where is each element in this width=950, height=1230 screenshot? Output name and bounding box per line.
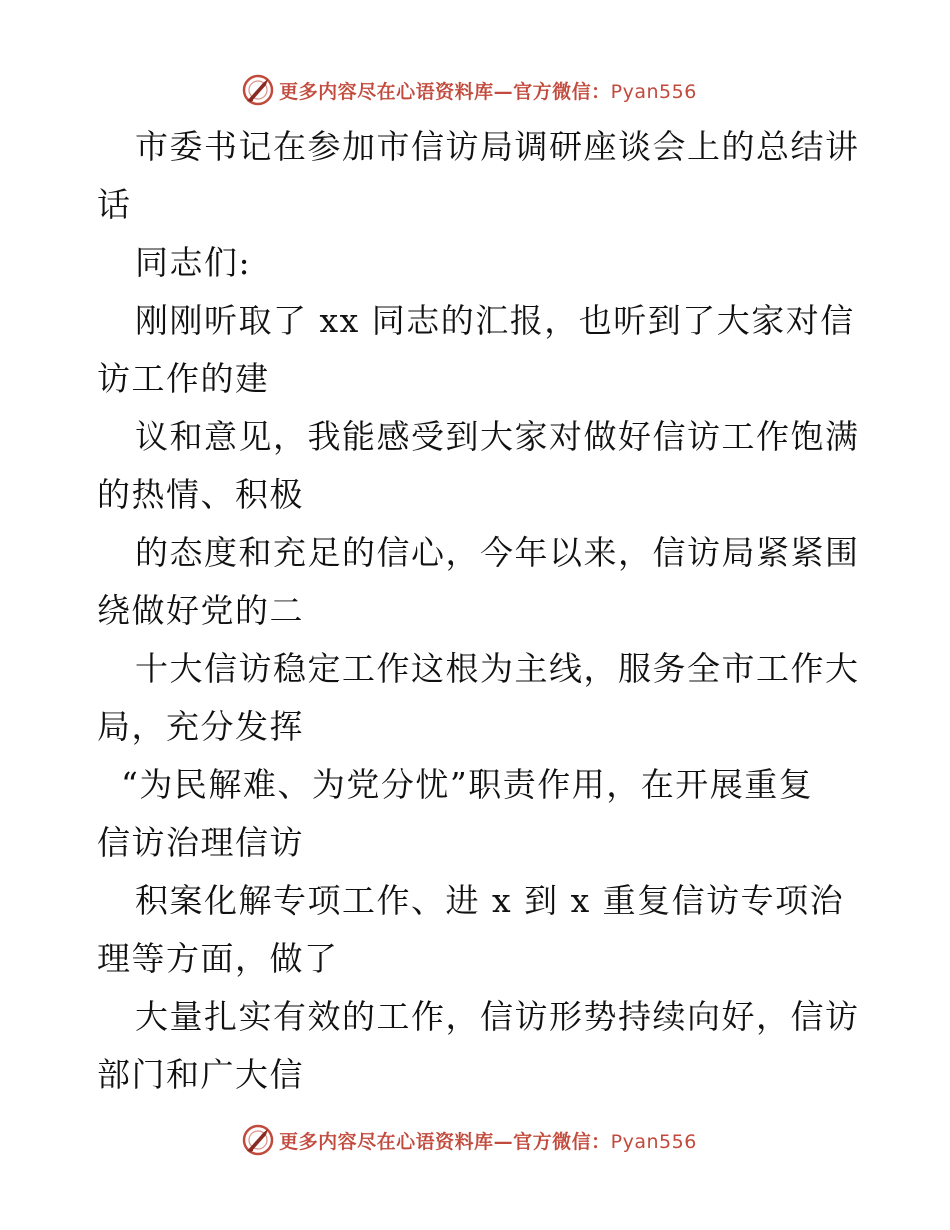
wechat-id: Pyan556 xyxy=(610,80,697,103)
paragraph-line: 绕做好党的二 xyxy=(97,591,304,630)
wechat-id: Pyan556 xyxy=(610,1130,697,1153)
paragraph-line: 十大信访稳定工作这根为主线，服务全市工作大 xyxy=(135,649,860,688)
quill-pen-logo-icon xyxy=(241,1123,275,1157)
footer-banner xyxy=(0,1120,950,1160)
paragraph-line: 访工作的建 xyxy=(97,359,270,398)
paragraph-line: 理等方面，做了 xyxy=(97,939,339,978)
footer-banner-text: 更多内容尽在心语资料库—官方微信：Pyan556 xyxy=(279,1130,697,1153)
paragraph-line: 局，充分发挥 xyxy=(97,707,304,746)
paragraph-line: 大量扎实有效的工作，信访形势持续向好，信访 xyxy=(135,997,860,1036)
header-banner-text: 更多内容尽在心语资料库—官方微信：Pyan556 xyxy=(279,80,697,103)
quill-pen-logo-icon xyxy=(241,73,275,107)
header-banner-content xyxy=(241,73,697,107)
title-line-2: 话 xyxy=(97,185,132,224)
paragraph-line: 部门和广大信 xyxy=(97,1055,304,1094)
paragraph-line: “为民解难、为党分忧”职责作用，在开展重复 xyxy=(121,765,814,804)
footer-banner-content xyxy=(241,1123,697,1157)
paragraph-line: 议和意见，我能感受到大家对做好信访工作饱满 xyxy=(135,417,860,456)
paragraph-line: 刚刚听取了 xx 同志的汇报，也听到了大家对信 xyxy=(135,301,855,340)
document-body xyxy=(97,118,860,1104)
salutation: 同志们: xyxy=(135,243,252,282)
header-banner xyxy=(0,70,950,110)
paragraph-line: 的热情、积极 xyxy=(97,475,304,514)
paragraph-line: 积案化解专项工作、进 x 到 x 重复信访专项治 xyxy=(135,881,845,920)
title-line-1: 市委书记在参加市信访局调研座谈会上的总结讲 xyxy=(135,127,860,166)
paragraph-line: 的态度和充足的信心，今年以来，信访局紧紧围 xyxy=(135,533,860,572)
paragraph-line: 信访治理信访 xyxy=(97,823,304,862)
